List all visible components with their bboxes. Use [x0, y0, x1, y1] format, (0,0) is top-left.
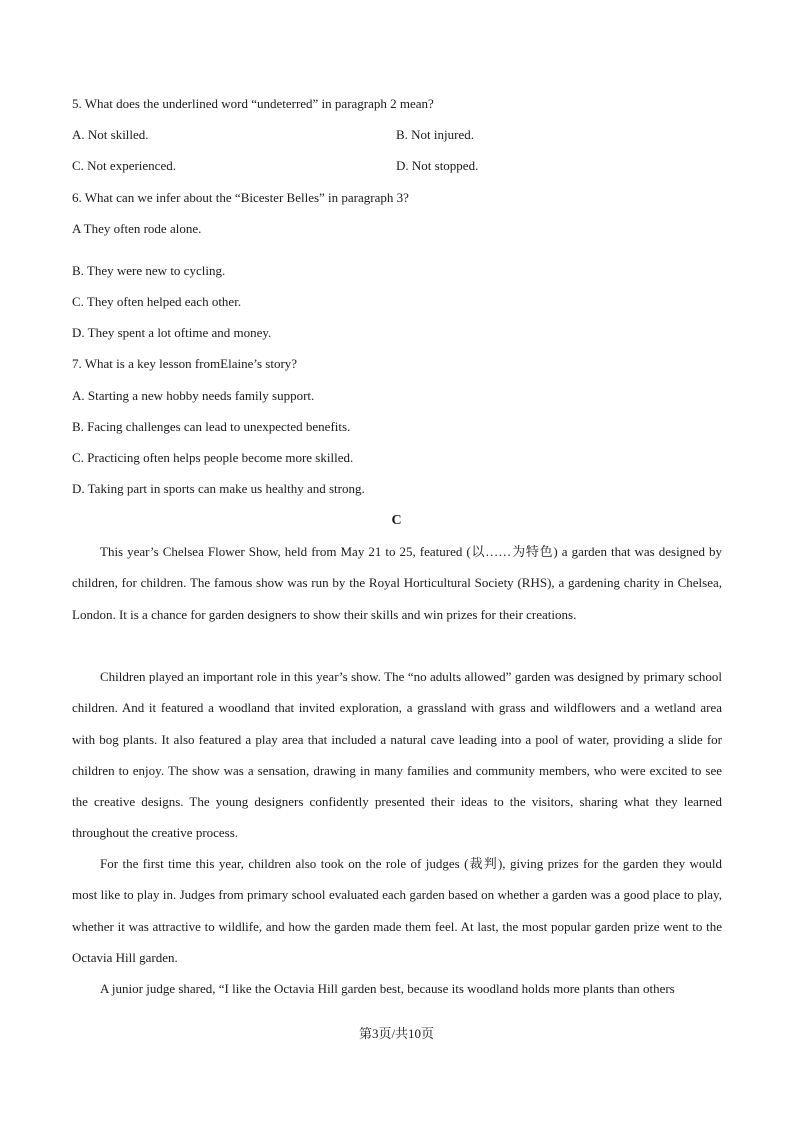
question-6-option-d: D. They spent a lot oftime and money.: [72, 325, 272, 340]
section-heading: C: [391, 513, 402, 528]
question-6-option-a: A They often rode alone.: [72, 221, 202, 236]
passage-paragraph-2: Children played an important role in this year’s show. The “no adults allowed” garden was designed by primary school children. And it featured a woodland that invited exploration, a grassland with grass and wildflowers and a wetland area with bog plants. It also featured a play area that included a natural cave leading into a pool of water, providing a slide for children to enjoy. The show was a sensation, drawing in many families and community members, who were excited to see the creative designs. The young designers confidently presented their ideas to the visitors, sharing what they learned throughout the creative process.: [72, 669, 722, 841]
question-6-option-b: B. They were new to cycling.: [72, 263, 226, 278]
question-7-stem: 7. What is a key lesson fromElaine’s story?: [72, 356, 298, 371]
question-7-option-d: D. Taking part in sports can make us healthy and strong.: [72, 481, 365, 496]
question-7-option-c: C. Practicing often helps people become more skilled.: [72, 450, 354, 465]
question-5-option-a: A. Not skilled.: [72, 127, 149, 142]
question-7-option-a: A. Starting a new hobby needs family support.: [72, 388, 315, 403]
question-6-option-c: C. They often helped each other.: [72, 294, 242, 309]
question-7-option-b: B. Facing challenges can lead to unexpected benefits.: [72, 419, 351, 434]
passage-paragraph-4: A junior judge shared, “I like the Octavia Hill garden best, because its woodland holds more plants than others: [100, 981, 675, 996]
page-number: 第3页/共10页: [358, 1026, 435, 1041]
passage-paragraph-1: This year’s Chelsea Flower Show, held from May 21 to 25, featured (以……为特色) a garden that was designed by children, for children. The famous show was run by the Royal Horticultural Society (RHS), a gardening charity in Chelsea, London. It is a chance for garden designers to show their skills and win prizes for their creations.: [72, 544, 722, 622]
question-5-option-d: D. Not stopped.: [396, 158, 479, 173]
question-5-option-c: C. Not experienced.: [72, 158, 176, 173]
passage-paragraph-3: For the first time this year, children also took on the role of judges (裁判), giving prizes for the garden they would most like to play in. Judges from primary school evaluated each garden based on whether a garden was a good place to play, whether it was attractive to wildlife, and how the garden made them feel. At last, the most popular garden prize went to the Octavia Hill garden.: [72, 856, 722, 965]
question-5-option-b: B. Not injured.: [396, 127, 474, 142]
question-5-stem: 5. What does the underlined word “undeterred” in paragraph 2 mean?: [72, 96, 434, 111]
question-6-stem: 6. What can we infer about the “Bicester Belles” in paragraph 3?: [72, 190, 409, 205]
